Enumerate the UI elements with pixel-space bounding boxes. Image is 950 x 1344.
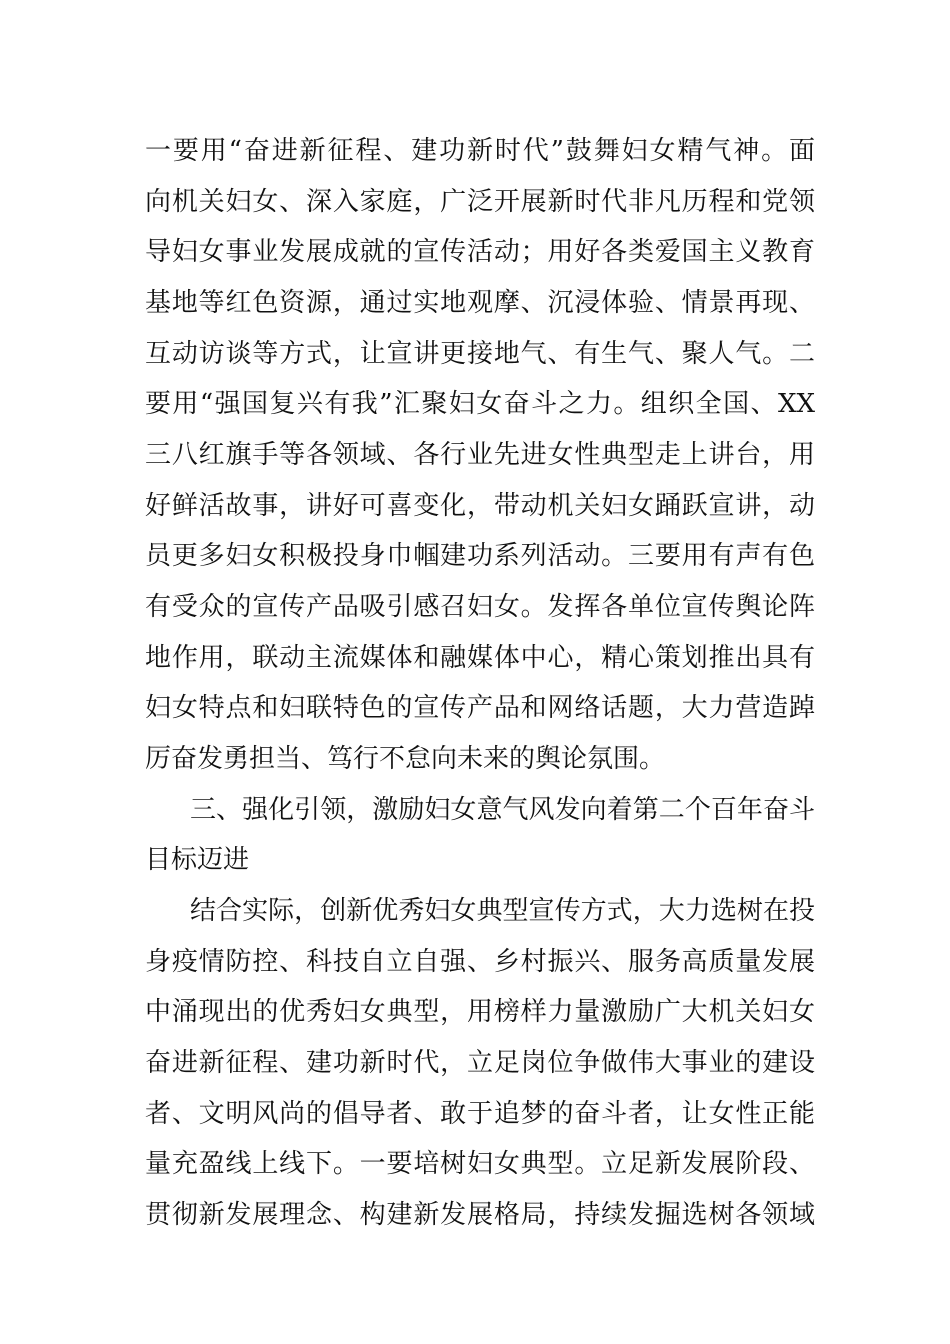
paragraph-line: 结合实际，创新优秀妇女典型宣传方式，大力选树在投 <box>190 896 815 926</box>
paragraph-line: 基地等红色资源，通过实地观摩、沉浸体验、情景再现、 <box>145 288 815 318</box>
paragraph-line: 有受众的宣传产品吸引感召妇女。发挥各单位宣传舆论阵 <box>145 592 815 622</box>
paragraph-line: 三八红旗手等各领域、各行业先进女性典型走上讲台，用 <box>145 440 815 470</box>
paragraph-line: 向机关妇女、深入家庭，广泛开展新时代非凡历程和党领 <box>145 187 815 217</box>
section-heading-line: 目标迈进 <box>145 845 250 875</box>
paragraph-line: 贯彻新发展理念、构建新发展格局，持续发掘选树各领域 <box>145 1200 815 1230</box>
paragraph-line: 身疫情防控、科技自立自强、乡村振兴、服务高质量发展 <box>145 947 815 977</box>
paragraph-line: 好鲜活故事，讲好可喜变化，带动机关妇女踊跃宣讲，动 <box>145 491 815 521</box>
paragraph-line: 要用“强国复兴有我”汇聚妇女奋斗之力。组织全国、XX <box>145 389 815 419</box>
paragraph-line: 中涌现出的优秀妇女典型，用榜样力量激励广大机关妇女 <box>145 997 815 1027</box>
paragraph-line: 量充盈线上线下。一要培树妇女典型。立足新发展阶段、 <box>145 1149 815 1179</box>
paragraph-line: 一要用“奋进新征程、建功新时代”鼓舞妇女精气神。面 <box>145 136 815 166</box>
paragraph-line: 员更多妇女积极投身巾帼建功系列活动。三要用有声有色 <box>145 541 815 571</box>
paragraph-line: 厉奋发勇担当、笃行不怠向未来的舆论氛围。 <box>145 744 666 774</box>
paragraph-line: 者、文明风尚的倡导者、敢于追梦的奋斗者，让女性正能 <box>145 1099 815 1129</box>
paragraph-line: 互动访谈等方式，让宣讲更接地气、有生气、聚人气。二 <box>145 339 815 369</box>
paragraph-line: 妇女特点和妇联特色的宣传产品和网络话题，大力营造踔 <box>145 693 815 723</box>
paragraph-line: 导妇女事业发展成就的宣传活动；用好各类爱国主义教育 <box>145 237 815 267</box>
paragraph-line: 奋进新征程、建功新时代，立足岗位争做伟大事业的建设 <box>145 1048 815 1078</box>
section-heading-line: 三、强化引领，激励妇女意气风发向着第二个百年奋斗 <box>190 795 815 825</box>
paragraph-line: 地作用，联动主流媒体和融媒体中心，精心策划推出具有 <box>145 643 815 673</box>
